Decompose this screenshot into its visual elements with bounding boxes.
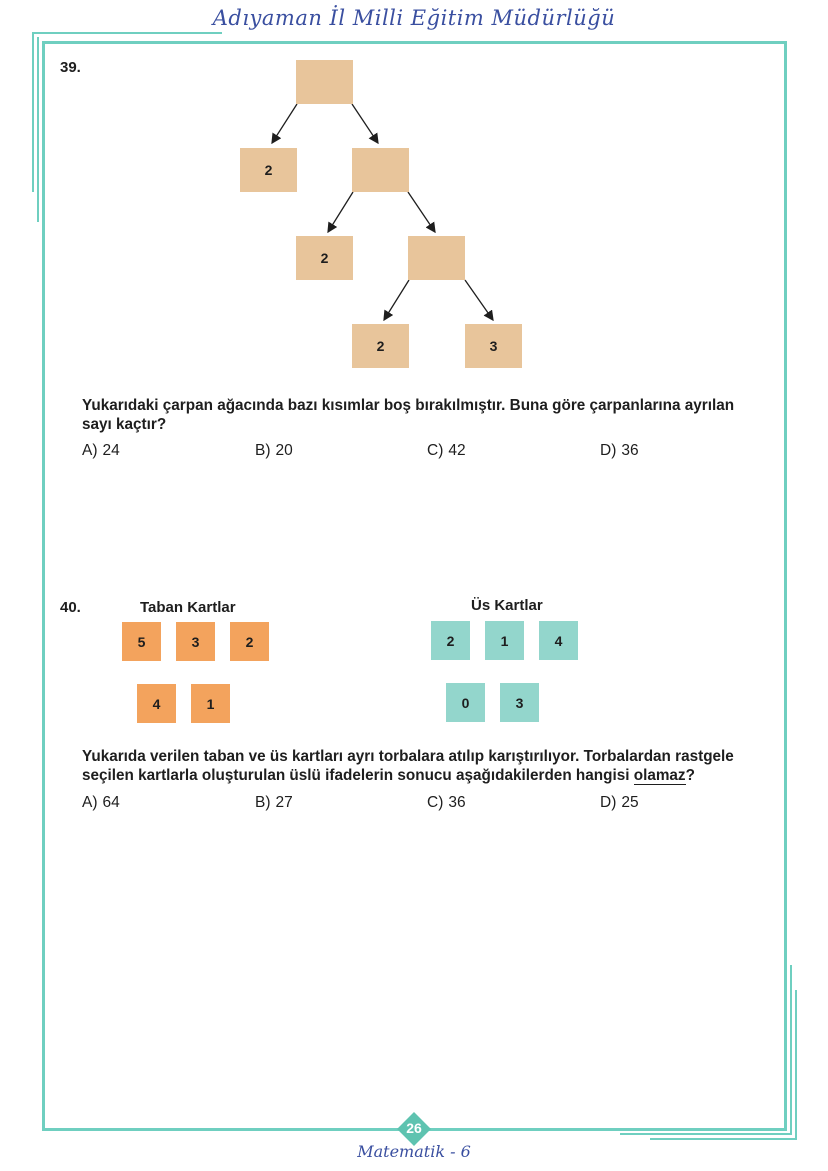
exponent-card: 1 [485,621,524,660]
tree-arrow [352,104,378,143]
question-40-number: 40. [60,599,81,616]
base-card: 5 [122,622,161,661]
base-card: 3 [176,622,215,661]
q40-choice-a[interactable]: A) 64 [82,794,120,811]
tree-root-box [296,60,353,104]
tree-arrow [328,192,353,232]
tree-arrow [384,280,409,320]
exponent-card: 2 [431,621,470,660]
tree-node-box: 2 [296,236,353,280]
q40-choice-b[interactable]: B) 27 [255,794,293,811]
exponent-card: 3 [500,683,539,722]
tree-arrow [465,280,493,320]
base-cards-title: Taban Kartlar [140,599,236,616]
q40-choice-d[interactable]: D) 25 [600,794,639,811]
base-card: 2 [230,622,269,661]
negation-emphasis: olamaz [633,767,686,784]
header-title: Adıyaman İl Milli Eğitim Müdürlüğü [212,6,616,30]
base-card: 1 [191,684,230,723]
tree-leaf-box: 2 [352,324,409,368]
q39-choice-a[interactable]: A) 24 [82,442,120,459]
tree-node-box: 2 [240,148,297,192]
factor-tree-arrows [0,0,828,400]
tree-leaf-box: 3 [465,324,522,368]
q39-choice-b[interactable]: B) 20 [255,442,293,459]
exponent-card: 4 [539,621,578,660]
tree-arrow [408,192,435,232]
question-39-stem: Yukarıdaki çarpan ağacında bazı kısımlar boş bırakılmıştır. Buna göre çarpanlarına ayrılan sayı kaçtır? [82,397,735,433]
exponent-card: 0 [446,683,485,722]
tree-node-box [408,236,465,280]
question-40-stem: Yukarıda verilen taban ve üs kartları ayrı torbalara atılıp karıştırılıyor. Torbalardan rastgele seçilen kartlarla oluşturulan üslü ifadelerin sonucu aşağıdakilerden hangisi olamaz? [82,748,734,784]
question-39-number: 39. [60,59,81,76]
q39-choice-d[interactable]: D) 36 [600,442,639,459]
exponent-cards-title: Üs Kartlar [471,597,543,614]
page-number-badge: 26 [397,1112,431,1146]
base-card: 4 [137,684,176,723]
tree-node-box [352,148,409,192]
q40-choice-c[interactable]: C) 36 [427,794,466,811]
q39-choice-c[interactable]: C) 42 [427,442,466,459]
footer-subject: Matematik - 6 [357,1142,471,1161]
tree-arrow [272,104,297,143]
